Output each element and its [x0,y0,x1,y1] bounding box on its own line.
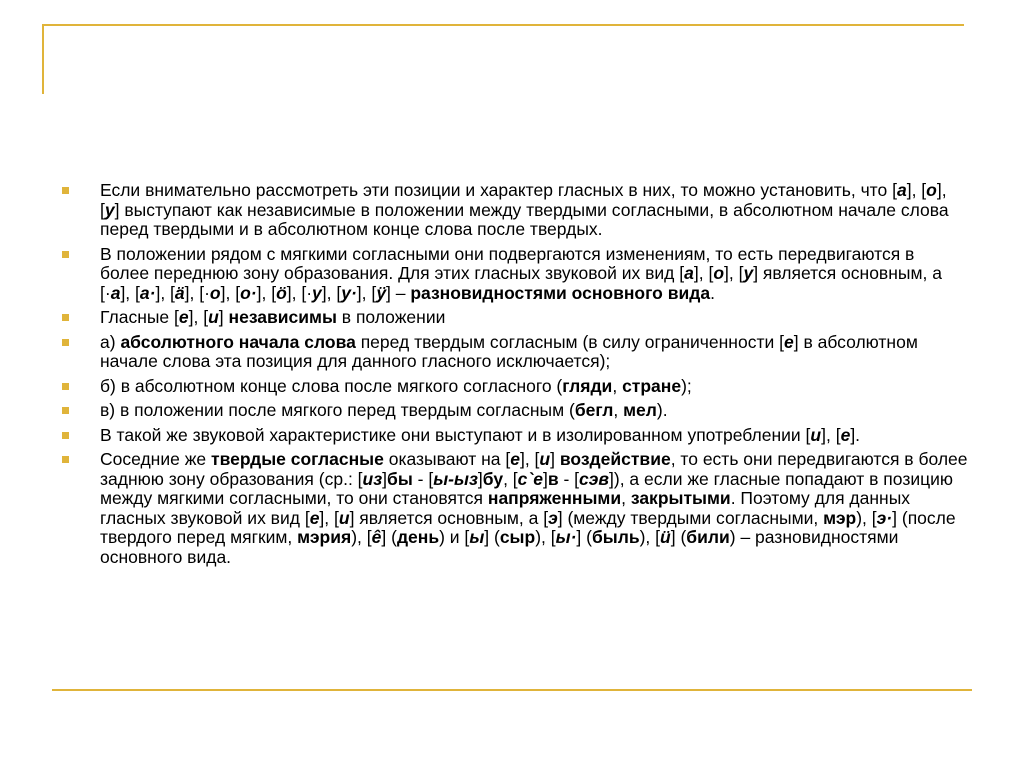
text-run: , [ [503,468,518,489]
emphasis-text: мэр [823,507,857,528]
phonetic-symbol: а [896,180,907,200]
phonetic-symbol: о [209,282,221,303]
text-run: ], [ [100,180,947,220]
phonetic-symbol: е [309,507,320,528]
emphasis-text: напряженными [487,488,622,508]
emphasis-text: бу [482,468,504,489]
phonetic-symbol: ä [174,282,185,303]
text-run: ] ( [670,527,687,547]
phonetic-symbol: и [338,507,350,528]
text-run: ), [ [351,527,372,547]
emphasis-text: день [396,527,440,547]
emphasis-text: сыр [499,527,536,547]
square-bullet-icon [62,407,69,414]
text-run: ] ( [576,527,592,547]
text-run: ], [ [724,263,744,283]
emphasis-text: в [547,468,559,489]
phonetic-symbol: э [548,507,558,528]
text-run: ] является основным, а [· [100,263,942,303]
text-run: ], [ [188,307,209,327]
emphasis-text: били [686,527,730,547]
phonetic-symbol: у [743,263,754,283]
emphasis-text: мел [623,400,657,420]
square-bullet-icon [62,251,69,258]
frame-top-line [42,24,964,26]
text-run: ], [ [220,282,241,303]
text-run: - [ [412,468,434,489]
phonetic-symbol: ӥ [660,527,671,547]
text-run: ], [ [155,282,175,303]
square-bullet-icon [62,314,69,321]
emphasis-text: бы [387,468,413,489]
text-run: ], [ [120,282,140,303]
text-run: ] [550,449,560,469]
phonetic-symbol: е [510,449,520,469]
text-run: В такой же звуковой характеристике они выступают и в изолированном употреблении [ [100,424,811,445]
text-run: ). [656,400,668,420]
emphasis-text: воздействие [559,449,671,469]
phonetic-symbol: ö [276,282,287,303]
text-run: ], [· [286,282,313,303]
text-run: ], [ [319,507,339,528]
text-run: , [613,400,624,420]
text-run: ], [ [321,282,342,303]
bullet-paragraph [62,181,968,240]
phonetic-symbol: е [840,424,851,445]
bullet-paragraph [62,377,968,397]
phonetic-symbol: ы [469,527,485,547]
emphasis-text: мэрия [297,527,352,547]
phonetic-symbol: и [539,449,551,469]
emphasis-text: быль [591,527,640,547]
text-run: , то есть они передвигаются в более заднюю зону образования (ср.: [ [100,449,968,489]
phonetic-symbol: ÿ [376,282,386,303]
text-run: перед твердым согласным (в силу ограниченности [ [355,331,784,352]
text-run: ] выступают как независимые в положении между твердыми согласными, в абсолютном начале слова перед твердыми и в абсолютном конце слова после твердых. [100,199,949,239]
bullet-paragraph [62,450,968,567]
phonetic-symbol: о [713,263,725,283]
text-run: оказывают на [ [383,449,511,469]
text-run: ], [ [356,282,377,303]
text-run: ]), а если же гласные попадают в позицию между мягкими согласными, то они становятся [100,468,954,508]
emphasis-text: разновидностями основного вида [410,282,711,303]
square-bullet-icon [62,383,69,390]
slide-content-list [62,181,968,572]
text-run: ], [ [821,424,841,445]
phonetic-symbol: ê [371,527,382,547]
text-run: ), [ [856,507,877,528]
text-run: В положении рядом с мягкими согласными они подвергаются изменениям, то есть передвигаются в более переднюю зону образования. Для этих гласных звуковой их вид [ [100,243,915,283]
phonetic-symbol: из [362,468,383,489]
emphasis-text: твердые согласные [211,449,384,469]
text-run: ); [681,375,692,396]
emphasis-text: закрытыми [630,488,731,508]
text-run: Гласные [ [100,307,179,327]
phonetic-symbol: и [810,424,822,445]
square-bullet-icon [62,339,69,346]
bullet-paragraph [62,308,968,328]
square-bullet-icon [62,432,69,439]
text-run: ] (после твердого перед мягким, [100,507,956,547]
text-run: ] – [385,282,411,303]
frame-bottom-line [52,689,972,691]
phonetic-symbol: а [684,263,694,283]
text-run: ), [ [535,527,556,547]
text-run: ], [ [906,180,927,200]
text-run: ] является основным, а [ [349,507,549,528]
emphasis-text: стране [622,375,682,396]
text-run: ) – разновидностями основного вида. [100,527,899,567]
phonetic-symbol: о· [240,282,257,303]
phonetic-symbol: а [110,282,121,303]
text-run: ) и [ [439,527,470,547]
phonetic-symbol: у· [341,282,357,303]
phonetic-symbol: а· [139,282,156,303]
text-run: ] [382,468,388,489]
text-run: ] (между твердыми согласными, [557,507,824,528]
phonetic-symbol: о [926,180,937,200]
text-run: ], [ [519,449,540,469]
phonetic-symbol: э· [876,507,893,528]
phonetic-symbol: е [783,331,794,352]
bullet-paragraph [62,333,968,372]
square-bullet-icon [62,187,69,194]
text-run: ], [· [184,282,210,303]
phonetic-symbol: е [178,307,189,327]
text-run: ], [ [256,282,277,303]
text-run: , [621,488,631,508]
text-run: ], [ [693,263,714,283]
bullet-paragraph [62,401,968,421]
phonetic-symbol: ы-ыз [433,468,478,489]
phonetic-symbol: у [104,199,115,220]
text-run: ] [477,468,483,489]
text-run: ] в абсолютном начале слова эта позиция для данного гласного исключается); [100,331,918,371]
emphasis-text: абсолютного начала слова [120,331,356,352]
text-run: . Поэтому для данных гласных звуковой их вид [ [100,488,911,528]
text-run: ]. [850,424,861,445]
square-bullet-icon [62,456,69,463]
emphasis-text: бегл [574,400,614,420]
text-run: Соседние же [100,449,212,469]
phonetic-symbol: у [312,282,322,303]
text-run: а) [100,331,121,352]
bullet-paragraph [62,245,968,304]
phonetic-symbol: сэв [579,468,609,489]
text-run: ] [542,468,548,489]
bullet-paragraph [62,426,968,446]
text-run: ] ( [484,527,500,547]
text-run: ] [218,307,229,327]
text-run: , [612,375,623,396]
phonetic-symbol: ы· [555,527,577,547]
phonetic-symbol: и [208,307,219,327]
text-run: Если внимательно рассмотреть эти позиции и характер гласных в них, то можно установить, что [ [100,180,897,200]
text-run: . [710,282,715,303]
text-run: в) в положении после мягкого перед твердым согласным ( [100,400,575,420]
text-run: в положении [336,307,446,327]
emphasis-text: независимы [228,307,337,327]
frame-vertical-line [42,24,44,94]
text-run: ), [ [639,527,661,547]
text-run: б) в абсолютном конце слова после мягкого согласного ( [100,375,563,396]
phonetic-symbol: с`е [517,468,543,489]
text-run: - [ [558,468,580,489]
text-run: ] ( [381,527,397,547]
emphasis-text: гляди [562,375,613,396]
